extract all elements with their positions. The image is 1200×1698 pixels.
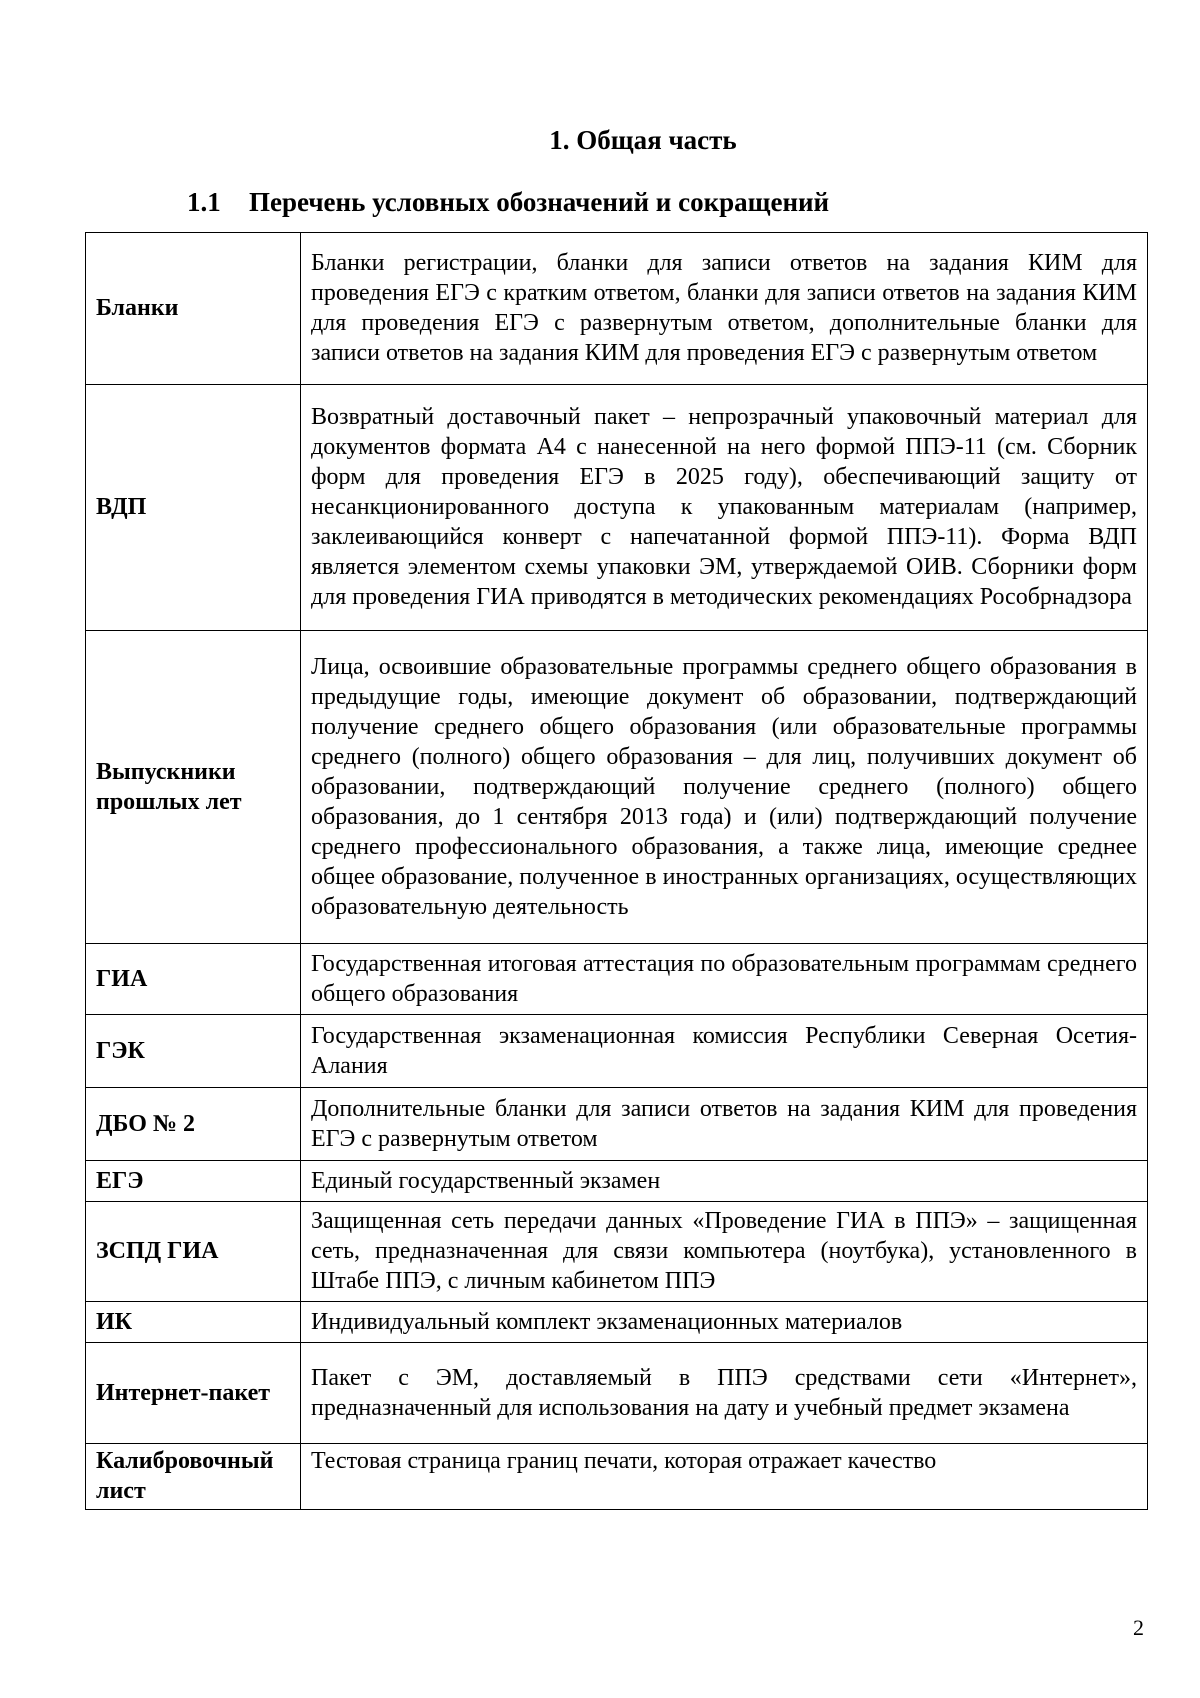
- term-cell: ЕГЭ: [86, 1161, 301, 1202]
- definition-cell: Единый государственный экзамен: [301, 1161, 1148, 1202]
- definition-cell: Пакет с ЭМ, доставляемый в ППЭ средствами сети «Интернет», предназначенный для использования на дату и учебный предмет экзамена: [301, 1343, 1148, 1444]
- term-cell: ДБО № 2: [86, 1088, 301, 1161]
- subsection-title-text: Перечень условных обозначений и сокращений: [249, 187, 830, 217]
- definition-cell: Дополнительные бланки для записи ответов на задания КИМ для проведения ЕГЭ с развернутым ответом: [301, 1088, 1148, 1161]
- term-cell: Выпускники прошлых лет: [86, 631, 301, 944]
- definition-cell: Государственная экзаменационная комиссия Республики Северная Осетия-Алания: [301, 1015, 1148, 1088]
- definition-cell: Защищенная сеть передачи данных «Проведение ГИА в ППЭ» – защищенная сеть, предназначенная для связи компьютера (ноутбука), установленного в Штабе ППЭ, с личным кабинетом ППЭ: [301, 1202, 1148, 1302]
- term-cell: ГЭК: [86, 1015, 301, 1088]
- table-row: [86, 1088, 1148, 1161]
- table-row: [86, 631, 1148, 944]
- definition-cell: Возвратный доставочный пакет – непрозрачный упаковочный материал для документов формата А4 с нанесенной на него формой ППЭ-11 (см. Сборник форм для проведения ЕГЭ в 2025 году), обеспечивающий защиту от несанкционированного доступа к упакованным материалам (например, заклеивающийся конверт с напечатанной формой ППЭ-11). Форма ВДП является элементом схемы упаковки ЭМ, утверждаемой ОИВ. Сборники форм для проведения ГИА приводятся в методических рекомендациях Рособрнадзора: [301, 385, 1148, 631]
- term-cell: ИК: [86, 1302, 301, 1343]
- definition-cell: Бланки регистрации, бланки для записи ответов на задания КИМ для проведения ЕГЭ с кратким ответом, бланки для записи ответов на задания КИМ для проведения ЕГЭ с развернутым ответом, дополнительные бланки для записи ответов на задания КИМ для проведения ЕГЭ с развернутым ответом: [301, 233, 1148, 385]
- subsection-number: 1.1: [187, 187, 221, 217]
- table-row: [86, 233, 1148, 385]
- term-cell: ВДП: [86, 385, 301, 631]
- term-cell: Интернет-пакет: [86, 1343, 301, 1444]
- term-cell: ГИА: [86, 944, 301, 1015]
- section-title: 1. Общая часть: [549, 125, 737, 155]
- table-row: [86, 1015, 1148, 1088]
- page-number: 2: [1133, 1615, 1144, 1640]
- definition-cell: Государственная итоговая аттестация по образовательным программам среднего общего образования: [301, 944, 1148, 1015]
- table-row: [86, 944, 1148, 1015]
- definition-cell: Индивидуальный комплект экзаменационных материалов: [301, 1302, 1148, 1343]
- definition-cell: Лица, освоившие образовательные программы среднего общего образования в предыдущие годы, имеющие документ об образовании, подтверждающий получение среднего общего образования (или образовательные программы среднего (полного) общего образования – для лиц, получивших документ об образовании, подтверждающий получение среднего (полного) общего образования, до 1 сентября 2013 года) и (или) подтверждающий получение среднего профессионального образования, а также лица, имеющие среднее общее образование, полученное в иностранных организациях, осуществляющих образовательную деятельность: [301, 631, 1148, 944]
- abbreviations-table: [85, 232, 1148, 1510]
- term-cell: Бланки: [86, 233, 301, 385]
- term-cell: Калибровочный лист: [86, 1444, 301, 1510]
- table-row: [86, 1444, 1148, 1510]
- table-row: [86, 1302, 1148, 1343]
- term-cell: ЗСПД ГИА: [86, 1202, 301, 1302]
- subsection-title: [187, 186, 829, 218]
- table-row: [86, 385, 1148, 631]
- table-row: [86, 1343, 1148, 1444]
- table-row: [86, 1161, 1148, 1202]
- definition-cell: Тестовая страница границ печати, которая отражает качество: [301, 1444, 1148, 1510]
- table-row: [86, 1202, 1148, 1302]
